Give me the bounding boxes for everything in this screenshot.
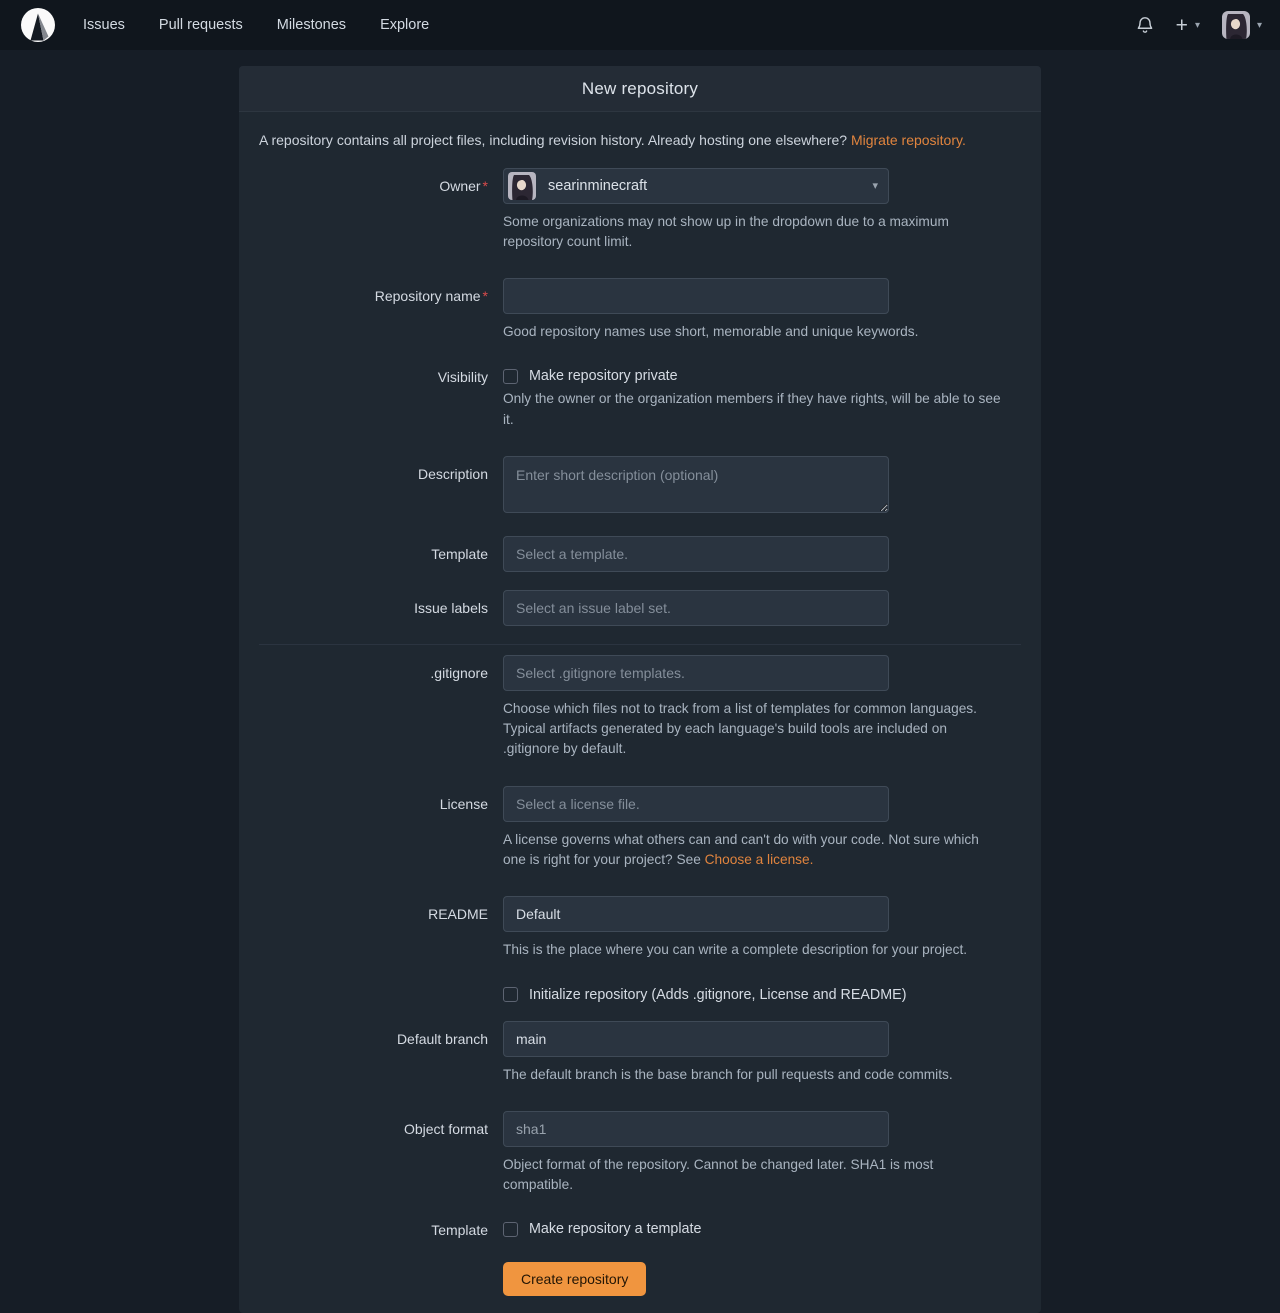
license-label: License [439, 795, 488, 812]
license-help: A license governs what others can and can't do with your code. Not sure which one is right for your project? See Choose a license. [503, 831, 979, 867]
private-checkbox[interactable] [503, 369, 518, 384]
template-checkbox-label[interactable]: Make repository a template [529, 1221, 702, 1238]
license-input[interactable] [503, 786, 889, 822]
repo-name-row [259, 278, 1021, 342]
user-avatar [1222, 11, 1250, 39]
create-repository-button[interactable]: Create repository [503, 1262, 646, 1296]
owner-help: Some organizations may not show up in the dropdown due to a maximum repository count limit. [503, 213, 949, 249]
gitignore-input[interactable] [503, 655, 889, 691]
readme-help: This is the place where you can write a complete description for your project. [503, 942, 968, 958]
repo-name-input[interactable] [503, 278, 889, 314]
new-repository-panel [239, 66, 1041, 1313]
submit-label-spacer [259, 1262, 503, 1296]
gitignore-row [259, 655, 1021, 760]
private-checkbox-label[interactable]: Make repository private [529, 368, 678, 385]
description-label: Description [417, 465, 488, 482]
panel-header [239, 66, 1041, 112]
gitignore-help: Choose which files not to track from a list of templates for common languages. Typical artifacts generated by each language's build tools are included on .gitignore by default. [503, 700, 977, 757]
template-checkbox-row [259, 1221, 1021, 1238]
issue-labels-row [259, 590, 1021, 626]
submit-row [259, 1262, 1021, 1296]
initialize-checkbox-label[interactable]: Initialize repository (Adds .gitignore, License and README) [529, 986, 907, 1003]
template-checkbox-row-label: Template [431, 1222, 488, 1239]
template-select-label: Template [431, 545, 488, 562]
nav-pull-requests[interactable]: Pull requests [158, 17, 243, 33]
initialize-checkbox-line [503, 987, 1004, 1003]
owner-avatar [508, 172, 536, 200]
user-menu[interactable] [1222, 11, 1262, 39]
repo-name-label: Repository name * [374, 288, 488, 305]
panel-body [239, 112, 1041, 1313]
site-logo-icon[interactable] [20, 7, 56, 43]
navbar-right [1136, 11, 1262, 39]
required-marker: * [482, 177, 488, 194]
initialize-row [259, 987, 1021, 1003]
nav-links [66, 0, 446, 50]
create-new-menu[interactable] [1176, 15, 1200, 36]
issue-labels-input[interactable] [503, 590, 889, 626]
navbar [0, 0, 1280, 50]
plus-icon: + [1175, 13, 1188, 37]
owner-select[interactable] [503, 168, 889, 204]
template-select-row [259, 536, 1021, 572]
chevron-down-icon: ▾ [1256, 19, 1262, 31]
visibility-row [259, 368, 1021, 430]
owner-row [259, 168, 1021, 253]
gitignore-label: .gitignore [430, 664, 488, 681]
default-branch-row [259, 1021, 1021, 1085]
dropdown-caret-icon: ▾ [872, 180, 878, 193]
default-branch-input[interactable] [503, 1021, 889, 1057]
owner-label: Owner * [439, 177, 488, 194]
visibility-help: Only the owner or the organization members if they have rights, will be able to see it. [503, 391, 1001, 427]
nav-explore[interactable]: Explore [380, 17, 430, 33]
initialize-label-spacer [259, 987, 503, 1003]
required-marker: * [482, 288, 488, 305]
readme-row [259, 896, 1021, 960]
page-title: New repository [581, 78, 699, 98]
migrate-repository-link[interactable]: Migrate repository. [850, 132, 966, 148]
object-format-row [259, 1111, 1021, 1196]
license-row [259, 786, 1021, 871]
nav-milestones[interactable]: Milestones [276, 17, 347, 33]
readme-input[interactable] [503, 896, 889, 932]
owner-value: searinminecraft [548, 177, 648, 194]
default-branch-label: Default branch [396, 1030, 488, 1047]
issue-labels-label: Issue labels [414, 599, 488, 616]
object-format-label: Object format [403, 1120, 488, 1137]
private-checkbox-line [503, 368, 1004, 384]
choose-a-license-link[interactable]: Choose a license. [704, 851, 814, 867]
initialize-checkbox[interactable] [503, 987, 518, 1002]
nav-issues[interactable]: Issues [83, 17, 125, 33]
default-branch-help: The default branch is the base branch for pull requests and code commits. [503, 1066, 953, 1082]
section-divider [259, 644, 1021, 645]
repo-name-help: Good repository names use short, memorable and unique keywords. [503, 324, 919, 340]
template-checkbox-line [503, 1221, 1004, 1237]
template-select-input[interactable] [503, 536, 889, 572]
description-textarea[interactable] [503, 456, 889, 513]
template-checkbox[interactable] [503, 1222, 518, 1237]
object-format-input[interactable] [503, 1111, 889, 1147]
intro-text [259, 131, 1021, 151]
intro-description: A repository contains all project files, including revision history. Already hosting one elsewhere? [259, 132, 848, 148]
object-format-help: Object format of the repository. Cannot be changed later. SHA1 is most compatible. [503, 1156, 934, 1193]
readme-label: README [428, 906, 488, 923]
notifications-bell-icon[interactable] [1136, 16, 1154, 34]
chevron-down-icon: ▾ [1194, 19, 1200, 31]
description-row [259, 456, 1021, 518]
visibility-label: Visibility [437, 369, 488, 386]
